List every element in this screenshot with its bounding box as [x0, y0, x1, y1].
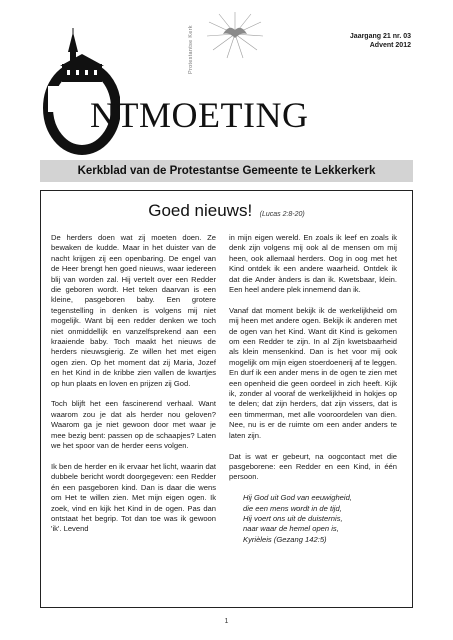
church-o-logo [40, 26, 120, 156]
article-title: Goed nieuws! [148, 201, 253, 220]
masthead-title [90, 94, 308, 136]
article-right-column [229, 233, 397, 545]
paragraph: Ik ben de herder en ik ervaar het licht, waarin dat dubbele bericht wordt doorgegeven: een Redder én een pasgeboren kind. Dan is daar die wens om Het te willen zien. Met mijn eigen ogen. Ik zoek, vind en kijk het Kind in de ogen. Pas dan ontstaat het begrip. Tot dan toe was ik gewoon 'ik'. Levend [51, 461, 216, 534]
paragraph: Vanaf dat moment bekijk ik de werkelijkheid om mij heen met andere ogen. Bekijk ik anderen met de ogen van het Kind. Want dit Kind is gekomen om een Redder te zijn. In al Zijn kwetsbaarheid als klein mensenkind. Dan is het voor mij ook mogelijk om mijn eigen stoerdoenerij af te leggen. En durf ik een ander mens in de ogen te zien met een openheid die geen oordeel in zich heeft. Kijk ik, zonder al vooraf de werkelijkheid in hokjes op te delen; dat zijn herders, dat zijn vissers, dat is een timmerman, met alle vooroordelen van dien. Nee, nu is er de ruimte om een ander anders te laten zijn. [229, 305, 397, 440]
article-heading [41, 201, 412, 221]
issue-line: Jaargang 21 nr. 03 [349, 33, 411, 40]
masthead-title-text: NTMOETING [90, 95, 309, 135]
dove-icon [205, 10, 265, 60]
issue-date: Advent 2012 [369, 42, 411, 49]
paragraph: in mijn eigen wereld. En zoals ik leef en zoals ik denk zijn volgens mij ook al de mensen om mij heen, ook allemaal herders. Oog in oog met het Kind ontdek ik een andere waarheid. Ontdek ik dat die Ander ànders is dan ik. Kwetsbaar, klein. Een heel andere plek innemend dan ik. [229, 233, 397, 295]
hymn-line: Kyrièleis (Gezang 142:5) [243, 534, 327, 544]
paragraph: De herders doen wat zij moeten doen. Ze bewaken de kudde. Maar in het duister van de nacht krijgen zij een openbaring. De engel van de Heer brengt hen goed nieuws, waar iedereen blij van worden zal. Hij vertelt over een Redder die geboren wordt. Het teken daarvan is een kleine, pasgeboren baby. Een grotere tegenstelling in denken is volgens mij niet mogelijk. Want bij een redder denken we toch niet onmiddellijk en vanzelfsprekend aan een kraaiende baby. Toch maakt het nieuws de herders nieuwsgierig. Ze willen het met eigen ogen zien. Op het moment dat zij Maria, Jozef en het Kind in de kribbe zien vallen de kwartjes op hun plaats en loven en prijzen zij God. [51, 233, 216, 388]
article-left-column [51, 233, 216, 535]
hymn-line: Hij voert ons uit de duisternis, [243, 513, 343, 523]
page-number: 1 [224, 618, 229, 625]
issue-info [350, 32, 411, 50]
masthead-subtitle: Kerkblad van de Protestantse Gemeente te Lekkerkerk [40, 160, 413, 182]
hymn-line: die een mens wordt in de tijd, [243, 503, 342, 513]
hymn-quote [243, 493, 397, 545]
hymn-line: naar waar de hemel open is, [243, 524, 339, 534]
hymn-line: Hij God uit God van eeuwigheid, [243, 493, 352, 503]
article-reference: (Lucas 2:8-20) [259, 211, 305, 218]
vertical-label: Protestantse Kerk [188, 25, 194, 74]
paragraph: Dat is wat er gebeurt, na oogcontact met die pasgeborene: een Redder en een Kind, in één persoon. [229, 451, 397, 482]
article-frame [40, 190, 413, 608]
paragraph: Toch blijft het een fascinerend verhaal. Want waarom zou je dat als herder nou geloven? Waarom ga je niet gewoon door met waar je mee bezig bent: passen op de schaapjes? Laten we het spoor van de herder eens volgen. [51, 399, 216, 451]
